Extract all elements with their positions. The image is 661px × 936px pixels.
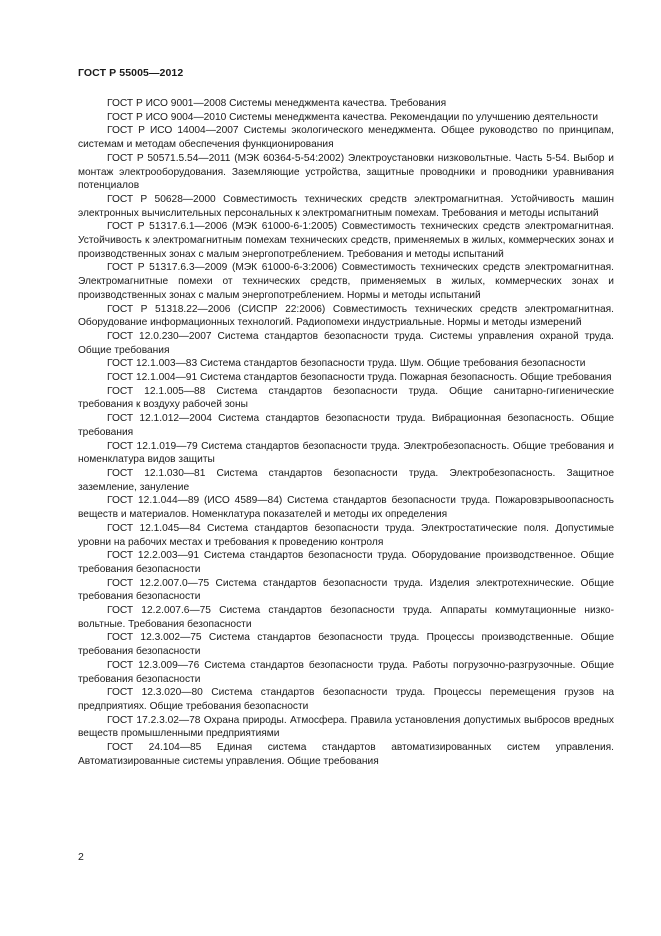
reference-item: ГОСТ 12.1.019—79 Система стандартов безопасности труда. Электробезопасность. Общие требования и номенклатура видов защиты — [78, 440, 614, 466]
reference-item: ГОСТ 12.1.004—91 Система стандартов безопасности труда. Пожарная безопасность. Общие требования — [107, 372, 612, 384]
reference-item: ГОСТ 12.2.007.6—75 Система стандартов безопасности труда. Аппараты коммутационные низковольтные. Требования безопасности — [78, 605, 614, 630]
reference-item: ГОСТ Р ИСО 9001—2008 Системы менеджмента качества. Требования — [107, 98, 447, 109]
reference-item: ГОСТ Р ИСО 14004—2007 Системы экологического менеджмента. Общее руководство по принципам, системам и методам обеспечения функционирования — [78, 125, 614, 151]
reference-item: ГОСТ Р ИСО 9004—2010 Системы менеджмента качества. Рекомендации по улучшению деятельности — [107, 111, 599, 123]
reference-item: ГОСТ 12.2.003—91 Система стандартов безопасности труда. Оборудование производственное. Общие требования безопасности — [78, 550, 614, 575]
reference-item: ГОСТ 12.3.020—80 Система стандартов безопасности труда. Процессы перемещения грузов на предприятиях. Общие требования безопасности — [78, 687, 614, 712]
reference-item: ГОСТ 12.1.045—84 Система стандартов безопасности труда. Электростатические поля. Допустимые уровни на рабочих местах и требования к проведению контроля — [78, 522, 614, 548]
reference-item: ГОСТ 12.1.012—2004 Система стандартов безопасности труда. Вибрационная безопасность. Общие требования — [78, 413, 614, 438]
reference-item: ГОСТ 24.104—85 Единая система стандартов автоматизированных систем управления. Автоматизированные системы управления. Общие требования — [78, 742, 614, 767]
page-number: 2 — [78, 851, 84, 863]
reference-item: ГОСТ 12.3.009—76 Система стандартов безопасности труда. Работы погрузочно-разгрузочные. Общие требования безопасности — [78, 659, 614, 685]
reference-item: ГОСТ 12.1.003—83 Система стандартов безопасности труда. Шум. Общие требования безопасности — [107, 358, 586, 370]
reference-item: ГОСТ 12.1.044—89 (ИСО 4589—84) Система стандартов безопасности труда. Пожаровзрывоопасность веществ и материалов. Номенклатура показателей и методы их определения — [78, 495, 614, 521]
reference-item: ГОСТ 17.2.3.02—78 Охрана природы. Атмосфера. Правила установления допустимых выбросов вредных веществ промышленными предприятиями — [78, 714, 614, 740]
reference-item: ГОСТ Р 51317.6.3—2009 (МЭК 61000-6-3:2006) Совместимость технических средств электромагнитная. Электромагнитные помехи от технических средств, применяемых в жилых, коммерческих зонах и производственных зонах с малым энергопотреблением. Нормы и методы испытаний — [78, 262, 614, 301]
reference-item: ГОСТ 12.1.030—81 Система стандартов безопасности труда. Электробезопасность. Защитное заземление, зануление — [78, 467, 614, 493]
reference-item: ГОСТ 12.3.002—75 Система стандартов безопасности труда. Процессы производственные. Общие требования безопасности — [78, 632, 614, 658]
reference-item: ГОСТ 12.0.230—2007 Система стандартов безопасности труда. Системы управления охраной труда. Общие требования — [78, 330, 614, 356]
reference-item: ГОСТ Р 51317.6.1—2006 (МЭК 61000-6-1:2005) Совместимость технических средств электромагнитная. Устойчивость к электромагнитным помехам технических средств, применяемых в жилых, коммерческих зонах и производственных зонах с малым энергопотреблением. Требования и методы испытаний — [78, 221, 614, 260]
reference-item: ГОСТ Р 50628—2000 Совместимость технических средств электромагнитная. Устойчивость машин электронных вычислительных персональных к электромагнитным помехам. Требования и методы испытаний — [78, 193, 614, 219]
reference-item: ГОСТ Р 50571.5.54—2011 (МЭК 60364-5-54:2002) Электроустановки низковольтные. Часть 5-54. Выбор и монтаж электрооборудования. Заземляющие устройства, защитные проводники и проводники уравнивания потенциалов — [78, 152, 614, 192]
normative-references-list — [78, 97, 614, 768]
reference-item: ГОСТ 12.1.005—88 Система стандартов безопасности труда. Общие санитарно-гигиенические требования к воздуху рабочей зоны — [78, 385, 614, 411]
document-header: ГОСТ Р 55005—2012 — [78, 67, 184, 79]
reference-item: ГОСТ 12.2.007.0—75 Система стандартов безопасности труда. Изделия электротехнические. Общие требования безопасности — [78, 577, 614, 603]
reference-item: ГОСТ Р 51318.22—2006 (СИСПР 22:2006) Совместимость технических средств электромагнитная. Оборудование информационных технологий. Радиопомехи индустриальные. Нормы и методы измерений — [78, 303, 614, 329]
